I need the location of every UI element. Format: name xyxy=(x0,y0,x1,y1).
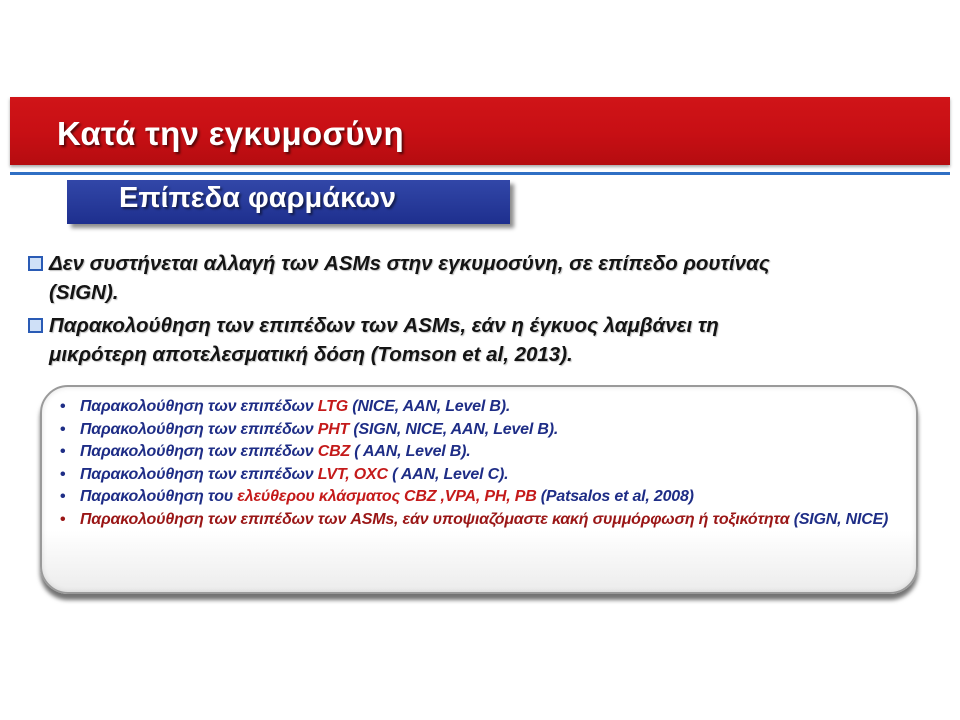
panel-item: • Παρακολούθηση των επιπέδων PHT (SIGN, NICE, AAN, Level B). xyxy=(58,419,898,442)
bullet-icon: • xyxy=(60,488,66,505)
title-divider xyxy=(10,172,950,175)
drug-name: ελεύθερου κλάσματος CBZ ,VPA, PH, PB xyxy=(237,488,537,505)
checkbox-bullet-icon xyxy=(28,318,43,333)
drug-name: LTG xyxy=(317,398,348,415)
panel-item: • Παρακολούθηση των επιπέδων LVT, OXC ( AAN, Level C). xyxy=(58,464,898,487)
drug-name: PHT xyxy=(317,420,350,438)
drug-name: CBZ xyxy=(317,443,351,460)
main-point-text: Παρακολούθηση των επιπέδων των ASMs, εάν η έγκυος λαμβάνει τη xyxy=(49,314,719,337)
bullet-icon: • xyxy=(60,398,66,415)
slide-title: Κατά την εγκυμοσύνη xyxy=(57,115,404,152)
main-point xyxy=(27,311,927,369)
bullet-icon: • xyxy=(60,510,66,528)
bullet-icon: • xyxy=(60,443,66,460)
panel-item: • Παρακολούθηση των επιπέδων LTG (NICE, AAN, Level B). xyxy=(58,396,898,419)
main-point-text-cont: μικρότερη αποτελεσματική δόση (Tomson et al, 2013). xyxy=(49,343,573,366)
main-points-list xyxy=(27,249,927,373)
bullet-icon: • xyxy=(60,420,66,438)
slide-subtitle: Επίπεδα φαρμάκων xyxy=(119,182,396,214)
drug-name: LVT, OXC xyxy=(317,465,388,483)
recommendations-list xyxy=(58,396,898,531)
main-point-text: Δεν συστήνεται αλλαγή των ASMs στην εγκυμοσύνη, σε επίπεδο ρουτίνας xyxy=(49,252,770,275)
main-point-text-cont: (SIGN). xyxy=(49,281,119,304)
panel-item-red-text: Παρακολούθηση των επιπέδων των ASMs, εάν υποψιαζόμαστε κακή συμμόρφωση ή τοξικότητα xyxy=(80,510,790,528)
bullet-icon: • xyxy=(60,465,66,483)
panel-item: • Παρακολούθηση του ελεύθερου κλάσματος CBZ ,VPA, PH, PB (Patsalos et al, 2008) xyxy=(58,486,898,509)
panel-item: • Παρακολούθηση των επιπέδων των ASMs, εάν υποψιαζόμαστε κακή συμμόρφωση ή τοξικότητα (SIGN, NICE) xyxy=(58,509,898,532)
main-point xyxy=(27,249,927,307)
panel-item: • Παρακολούθηση των επιπέδων CBZ ( AAN, Level B). xyxy=(58,441,898,464)
checkbox-bullet-icon xyxy=(28,256,43,271)
